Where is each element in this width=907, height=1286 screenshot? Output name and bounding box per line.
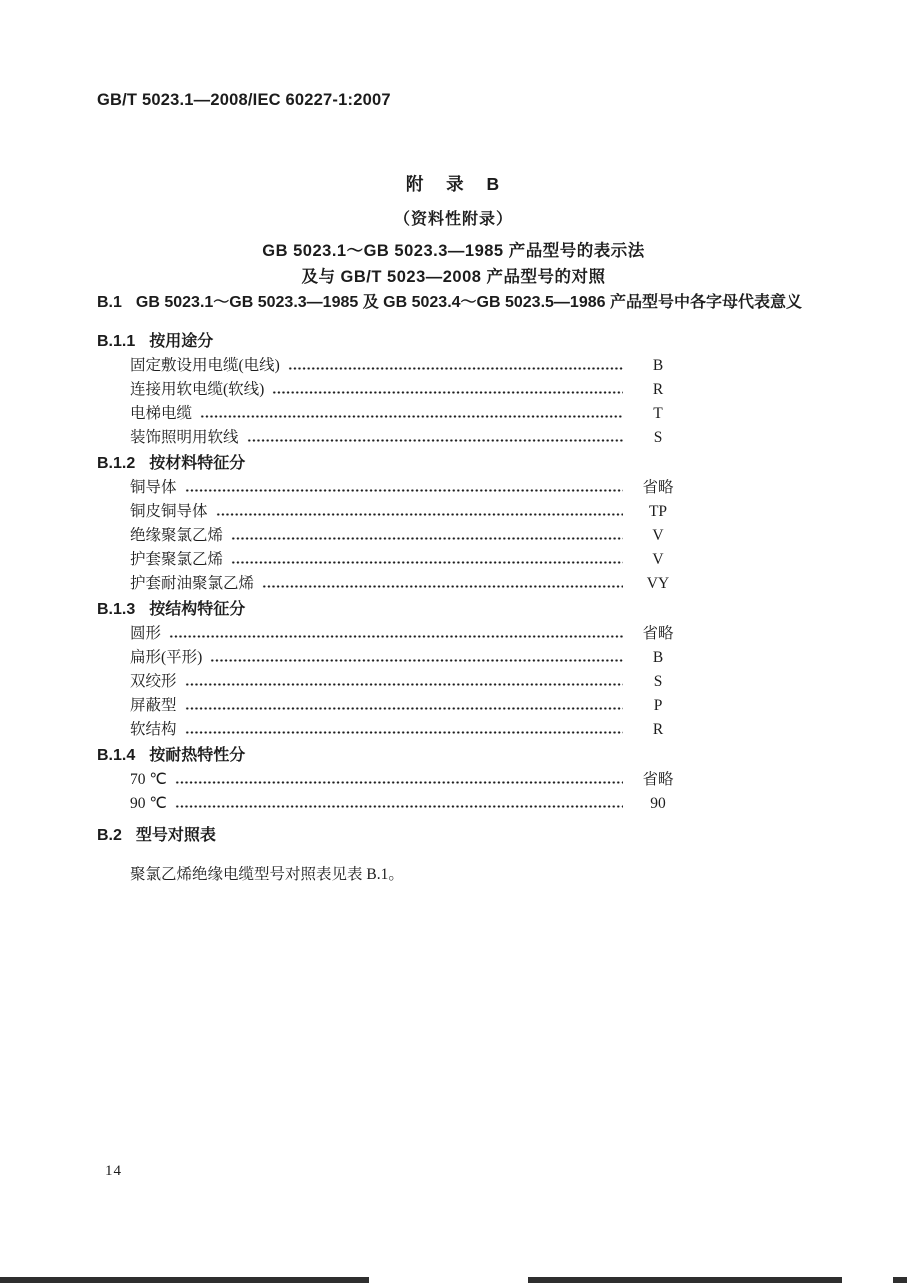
dot-leader [185,489,623,492]
list-item [97,694,685,718]
item-code: 90 [650,795,666,812]
list-item [97,622,685,646]
subsection-heading [97,452,685,476]
section-title: GB 5023.1～GB 5023.3—1985 及 GB 5023.4～GB 5023.5—1986 产品型号中各字母代表意义 [135,294,802,311]
item-code: R [652,721,664,738]
item-label: 屏蔽型 [130,697,177,714]
dot-leader [169,635,623,638]
item-label: 扁形(平形) [130,649,203,666]
item-label: 护套聚氯乙烯 [130,551,224,568]
item-code: T [653,405,663,422]
dot-leader [231,537,623,540]
item-label: 绝缘聚氯乙烯 [130,527,224,544]
dot-leader [272,391,623,394]
scan-artifact-bar [0,1277,369,1283]
dot-leader [175,781,623,784]
subsection-heading [97,330,685,354]
subsection-b13 [97,598,685,742]
appendix-title-line4: 及与 GB/T 5023—2008 产品型号的对照 [301,268,606,286]
scan-artifact-bar [893,1277,907,1283]
body-paragraph: 聚氯乙烯绝缘电缆型号对照表见表 B.1。 [130,866,404,883]
subsection-number: B.1.4 [97,747,136,764]
item-code: R [652,381,664,398]
list-item [97,670,685,694]
subsection-heading [97,744,685,768]
item-label: 软结构 [130,721,177,738]
running-header: GB/T 5023.1—2008/IEC 60227-1:2007 [97,91,391,109]
subsection-number: B.1.1 [97,333,136,350]
item-code: VY [646,575,670,592]
item-code: TP [648,503,668,520]
dot-leader [216,513,623,516]
item-code: P [653,697,663,714]
item-code: 省略 [642,479,674,496]
dot-leader [185,731,623,734]
section-heading-b1 [97,291,802,315]
list-item [97,524,685,548]
item-label: 铜导体 [130,479,177,496]
section-heading-b2 [97,824,685,848]
dot-leader [288,367,623,370]
dot-leader [175,805,623,808]
list-item [97,792,685,816]
list-item [97,354,685,378]
appendix-title: 附 录 B [405,174,502,194]
item-code: V [652,527,664,544]
subsection-title: 按耐热特性分 [149,747,246,764]
scan-artifact-bar [528,1277,842,1283]
appendix-subtitle: （资料性附录） [393,211,513,228]
page-number: 14 [105,1163,122,1179]
list-item [97,378,685,402]
item-label: 固定敷设用电缆(电线) [130,357,280,374]
item-code: B [652,357,664,374]
item-label: 连接用软电缆(软线) [130,381,265,398]
item-label: 铜皮铜导体 [130,503,208,520]
item-code: V [652,551,664,568]
subsection-title: 按用途分 [149,333,214,350]
section-b2 [97,824,685,887]
item-code: B [652,649,664,666]
subsection-b11 [97,330,685,450]
item-code: 省略 [642,625,674,642]
list-item [97,718,685,742]
dot-leader [185,683,623,686]
list-item [97,402,685,426]
section-number: B.1 [97,294,122,311]
section-number: B.2 [97,827,122,844]
item-code: S [653,429,663,446]
subsection-heading [97,598,685,622]
subsection-number: B.1.2 [97,455,136,472]
subsection-title: 按材料特征分 [149,455,246,472]
dot-leader [231,561,623,564]
list-item [97,500,685,524]
item-label: 双绞形 [130,673,177,690]
dot-leader [262,585,623,588]
appendix-title-line3: GB 5023.1～GB 5023.3—1985 产品型号的表示法 [262,242,645,260]
list-item [97,548,685,572]
item-label: 70 ℃ [130,771,167,788]
document-body [97,291,802,887]
section-title: 型号对照表 [135,827,216,844]
item-label: 护套耐油聚氯乙烯 [130,575,255,592]
list-item [97,572,685,596]
item-code: 省略 [642,771,674,788]
item-label: 电梯电缆 [130,405,193,422]
item-label: 圆形 [130,625,162,642]
item-code: S [653,673,663,690]
item-label: 90 ℃ [130,795,167,812]
dot-leader [200,415,623,418]
subsection-title: 按结构特征分 [149,601,246,618]
subsection-number: B.1.3 [97,601,136,618]
dot-leader [210,659,623,662]
list-item [97,768,685,792]
subsection-b12 [97,452,685,596]
appendix-title-block [0,171,907,290]
dot-leader [247,439,623,442]
list-item [97,426,685,450]
dot-leader [185,707,623,710]
list-item [97,646,685,670]
list-item [97,476,685,500]
subsection-b14 [97,744,685,816]
item-label: 装饰照明用软线 [130,429,239,446]
